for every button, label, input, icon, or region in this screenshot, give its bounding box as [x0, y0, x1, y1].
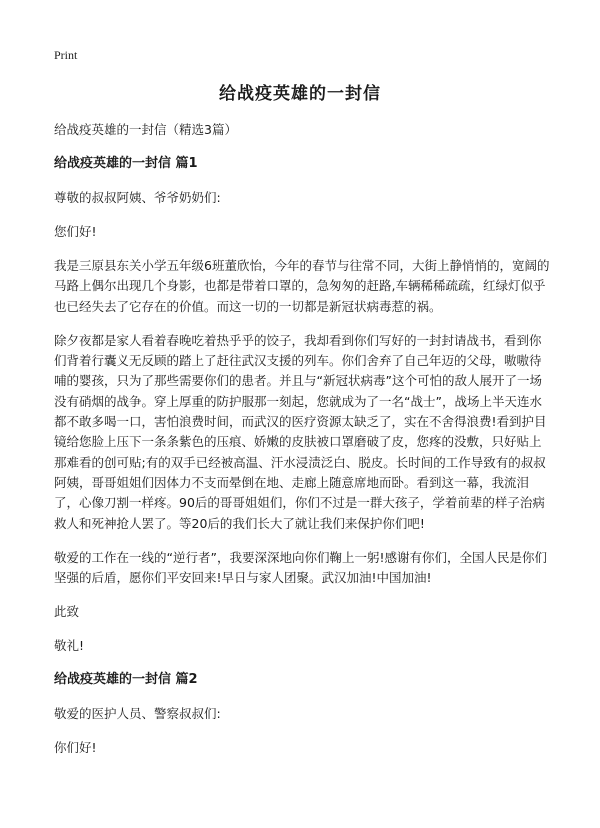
- letter-1-paragraph: 我是三原县东关小学五年级6班董欣怡，今年的春节与往常不同，大街上静悄悄的，宽阔的马路上偶尔出现几个身影，也都是带着口罩的，急匆匆的赶路,车辆稀稀疏疏，红绿灯似乎也已经失去了它存在的价值。而这一切的一切都是新冠状病毒惹的祸。: [54, 258, 550, 314]
- document-body: [54, 120, 550, 772]
- letter-2-salutation: 敬爱的医护人员、警察叔叔们:: [54, 706, 221, 722]
- section-heading-2: 给战疫英雄的一封信 篇2: [54, 672, 198, 688]
- section-heading-1: 给战疫英雄的一封信 篇1: [54, 156, 198, 171]
- letter-1-greeting: 您们好!: [54, 224, 97, 239]
- print-link[interactable]: Print: [54, 48, 78, 62]
- letter-1-paragraph: 除夕夜都是家人看着春晚吃着热乎乎的饺子，我却看到你们写好的一封封请战书，看到你们背着行囊义无反顾的踏上了赶往武汉支援的列车。你们舍弃了自己年迈的父母，嗷嗷待哺的婴孩，只为了那些需要你们的患者。并且与“新冠状病毒”这个可怕的敌人展开了一场没有硝烟的战争。穿上厚重的防护服那一刻起，您就成为了一名“战士”，战场上半天连水都不敢多喝一口，害怕浪费时间，而武汉的医疗资源太缺乏了，实在不舍得浪费!看到护目镜给您脸上压下一条条紫色的压痕、娇嫩的皮肤被口罩磨破了皮，您疼的没敷，只好贴上那难看的创可贴;有的双手已经被高温、汗水浸渍泛白、脱皮。长时间的工作导致有的叔叔阿姨，哥哥姐姐们因体力不支而晕倒在地、走廊上随意席地而卧。看到这一幕，我流泪了，心像刀割一样疼。90后的哥哥姐姐们，你们不过是一群大孩子，学着前辈的样子治病救人和死神抢人罢了。等20后的我们长大了就让我们来保护你们吧!: [54, 332, 547, 531]
- document-subtitle: 给战疫英雄的一封信（精选3篇）: [54, 122, 237, 137]
- letter-2-greeting: 你们好!: [54, 740, 97, 756]
- document-title: 给战疫英雄的一封信: [219, 84, 381, 104]
- letter-1-salutation: 尊敬的叔叔阿姨、爷爷奶奶们:: [54, 190, 221, 205]
- letter-1-paragraph: 敬爱的工作在一线的“逆行者”，我要深深地向你们鞠上一躬!感谢有你们，全国人民是你们坚强的后盾，愿你们平安回来!早日与家人团聚。武汉加油!中国加油!: [54, 549, 547, 586]
- letter-1-closing: 此致: [54, 604, 80, 620]
- letter-1-closing-salute: 敬礼!: [54, 638, 85, 654]
